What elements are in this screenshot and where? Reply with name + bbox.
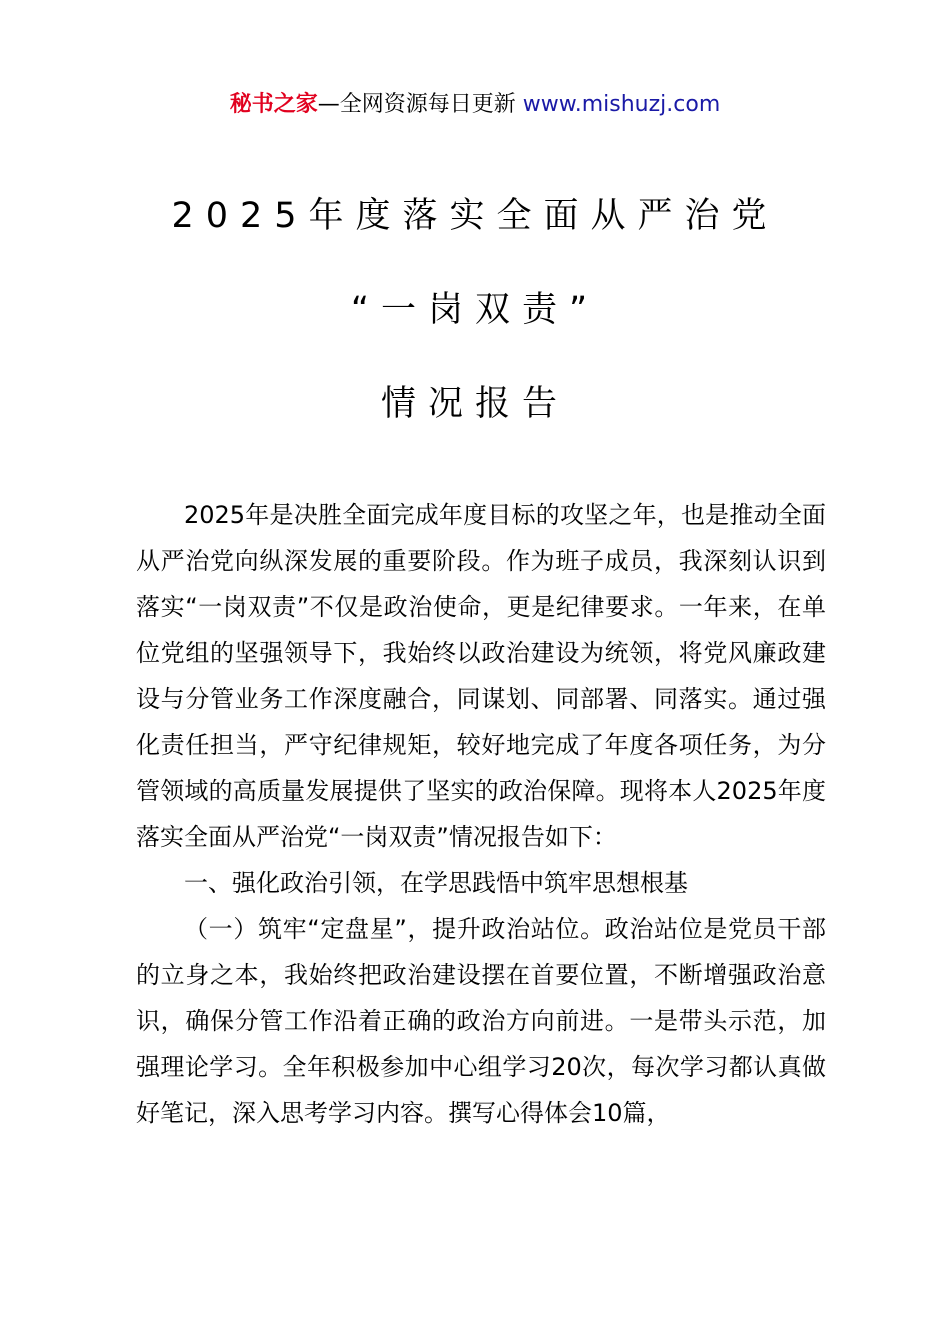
site-header xyxy=(0,88,950,122)
document-title-line-1: 2025年度落实全面从严治党 xyxy=(171,196,779,236)
site-url-link[interactable]: www.mishuzj.com xyxy=(522,92,721,117)
intro-paragraph: 2025年是决胜全面完成年度目标的攻坚之年，也是推动全面从严治党向纵深发展的重要阶段。作为班子成员，我深刻认识到落实“一岗双责”不仅是政治使命，更是纪律要求。一年来，在单位党组的坚强领导下，我始终以政治建设为统领，将党风廉政建设与分管业务工作深度融合，同谋划、同部署、同落实。通过强化责任担当，严守纪律规矩，较好地完成了年度各项任务，为分管领域的高质量发展提供了坚实的政治保障。现将本人2025年度落实全面从严治党“一岗双责”情况报告如下： xyxy=(136,501,826,851)
document-title-line-2: “一岗双责” xyxy=(350,290,600,330)
document-title-line-3: 情况报告 xyxy=(380,384,569,424)
section-1-paragraph-1: （一）筑牢“定盘星”，提升政治站位。政治站位是党员干部的立身之本，我始终把政治建设摆在首要位置，不断增强政治意识，确保分管工作沿着正确的政治方向前进。一是带头示范，加强理论学习。全年积极参加中心组学习20次，每次学习都认真做好笔记，深入思考学习内容。撰写心得体会10篇， xyxy=(136,915,826,1127)
section-1-heading: 一、强化政治引领，在学思践悟中筑牢思想根基 xyxy=(184,869,688,897)
document-body xyxy=(136,492,826,1136)
header-slogan: —全网资源每日更新 xyxy=(317,92,516,117)
brand-name: 秘书之家 xyxy=(229,92,318,117)
